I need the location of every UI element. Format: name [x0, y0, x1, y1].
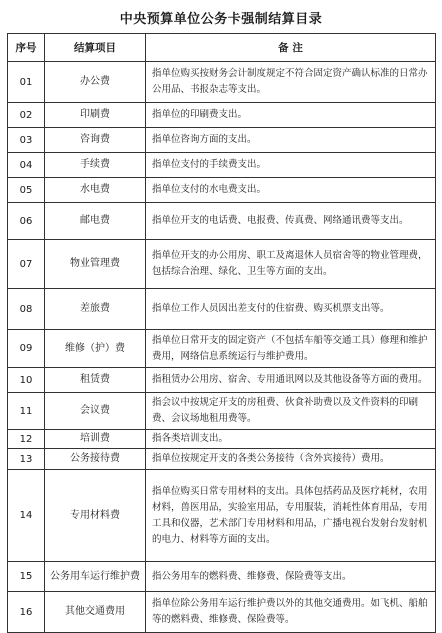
row-item: 水电费 [45, 178, 146, 203]
row-item: 公务用车运行维护费 [45, 562, 146, 592]
header-seq: 序号 [8, 34, 45, 62]
row-seq: 06 [8, 203, 45, 240]
row-seq: 10 [8, 368, 45, 393]
table-row [8, 470, 436, 562]
header-note: 备 注 [146, 34, 436, 62]
row-note: 指租赁办公用房、宿舍、专用通讯网以及其他设备等方面的费用。 [146, 368, 436, 393]
row-item: 物业管理费 [45, 240, 146, 289]
row-seq: 04 [8, 153, 45, 178]
row-seq: 16 [8, 592, 45, 633]
table-row [8, 128, 436, 153]
row-note: 指会议中按规定开支的房租费、伙食补助费以及文件资料的印刷费、会议场地租用费等。 [146, 393, 436, 430]
row-item: 维修（护）费 [45, 330, 146, 368]
row-note: 指单位按规定开支的各类公务接待（含外宾接待）费用。 [146, 449, 436, 470]
table-row [8, 592, 436, 633]
table-row [8, 449, 436, 470]
row-seq: 07 [8, 240, 45, 289]
page-title: 中央预算单位公务卡强制结算目录 [119, 12, 323, 27]
row-note: 指单位工作人员因出差支付的住宿费、购买机票支出等。 [146, 289, 436, 330]
row-note: 指单位支付的水电费支出。 [146, 178, 436, 203]
row-item: 咨询费 [45, 128, 146, 153]
row-note: 指单位日常开支的固定资产（不包括车船等交通工具）修理和维护费用，网络信息系统运行与维护费用。 [146, 330, 436, 368]
table-row [8, 289, 436, 330]
row-item: 专用材料费 [45, 470, 146, 562]
row-seq: 01 [8, 62, 45, 103]
row-seq: 05 [8, 178, 45, 203]
row-note: 指公务用车的燃料费、维修费、保险费等支出。 [146, 562, 436, 592]
row-note: 指单位支付的手续费支出。 [146, 153, 436, 178]
row-item: 差旅费 [45, 289, 146, 330]
row-note: 指单位开支的电话费、电报费、传真费、网络通讯费等支出。 [146, 203, 436, 240]
table-row [8, 203, 436, 240]
table-row [8, 330, 436, 368]
table-row [8, 103, 436, 128]
table-row [8, 368, 436, 393]
row-seq: 14 [8, 470, 45, 562]
table-row [8, 430, 436, 449]
row-seq: 03 [8, 128, 45, 153]
table-row [8, 153, 436, 178]
row-item: 办公费 [45, 62, 146, 103]
row-note: 指单位的印刷费支出。 [146, 103, 436, 128]
row-note: 指单位除公务用车运行维护费以外的其他交通费用。如飞机、船舶等的燃料费、维修费、保险费等。 [146, 592, 436, 633]
row-seq: 13 [8, 449, 45, 470]
settlement-table [7, 33, 436, 633]
row-item: 会议费 [45, 393, 146, 430]
table-row [8, 62, 436, 103]
table-row [8, 240, 436, 289]
row-note: 指单位咨询方面的支出。 [146, 128, 436, 153]
table-row [8, 393, 436, 430]
row-seq: 15 [8, 562, 45, 592]
row-seq: 11 [8, 393, 45, 430]
row-item: 其他交通费用 [45, 592, 146, 633]
row-item: 手续费 [45, 153, 146, 178]
row-item: 印刷费 [45, 103, 146, 128]
row-item: 培训费 [45, 430, 146, 449]
row-seq: 12 [8, 430, 45, 449]
table-header-row [8, 34, 436, 62]
row-note: 指单位开支的办公用房、职工及离退休人员宿舍等的物业管理费，包括综合治理、绿化、卫生等方面的支出。 [146, 240, 436, 289]
row-seq: 02 [8, 103, 45, 128]
row-note: 指各类培训支出。 [146, 430, 436, 449]
row-seq: 08 [8, 289, 45, 330]
row-item: 邮电费 [45, 203, 146, 240]
row-note: 指单位购买日常专用材料的支出。具体包括药品及医疗耗材，农用材料，兽医用品，实验室用品，专用服装，消耗性体育用品，专用工具和仪器，艺术部门专用材料和用品，广播电视台发射台发射机的电力、材料等方面的支出。 [146, 470, 436, 562]
row-note: 指单位购买按财务会计制度规定不符合固定资产确认标准的日常办公用品、书报杂志等支出。 [146, 62, 436, 103]
row-item: 公务接待费 [45, 449, 146, 470]
table-row [8, 178, 436, 203]
row-seq: 09 [8, 330, 45, 368]
table-row [8, 562, 436, 592]
row-item: 租赁费 [45, 368, 146, 393]
header-item: 结算项目 [45, 34, 146, 62]
